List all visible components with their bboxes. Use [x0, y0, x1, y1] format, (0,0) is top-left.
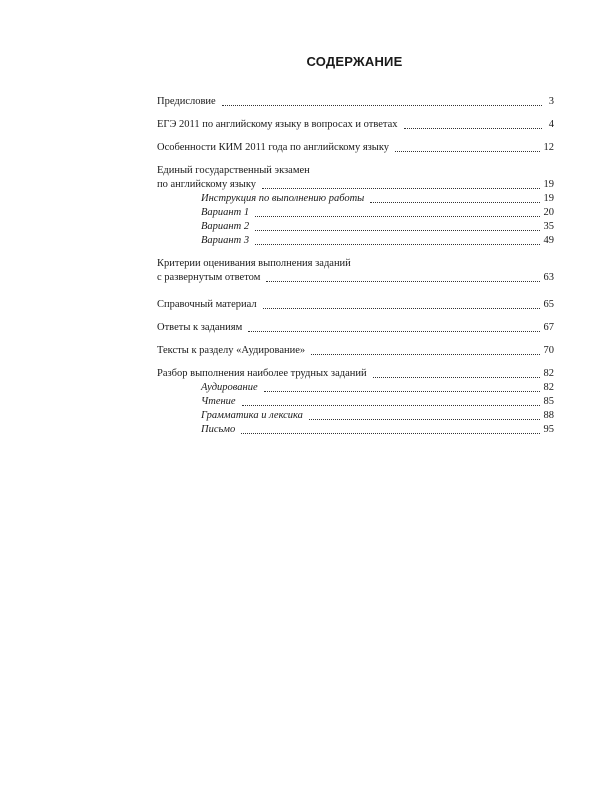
toc-label: Вариант 1: [201, 207, 250, 218]
toc-label: с развернутым ответом: [157, 272, 261, 283]
toc-label: Справочный материал: [157, 299, 257, 310]
toc-page-number: 95: [543, 424, 554, 435]
dot-leader: [264, 391, 540, 392]
toc-subitem: [157, 192, 554, 206]
toc-page-number: 85: [543, 396, 554, 407]
toc-page-number: 65: [543, 299, 554, 310]
toc-label: Письмо: [201, 424, 236, 435]
toc-page-number: 49: [543, 235, 554, 246]
table-of-contents: [157, 95, 554, 446]
toc-label: Особенности КИМ 2011 года по английскому языку: [157, 142, 390, 153]
toc-page-number: 3: [548, 96, 554, 107]
toc-entry-unified-exam: [157, 164, 554, 248]
toc-entry-answers: [157, 321, 554, 335]
toc-page-number: 82: [543, 382, 554, 393]
dot-leader: [266, 281, 539, 282]
toc-entry-reference: [157, 298, 554, 312]
toc-label: Ответы к заданиям: [157, 322, 243, 333]
dot-leader: [309, 419, 540, 420]
dot-leader: [241, 433, 539, 434]
toc-label: Разбор выполнения наиболее трудных заданий: [157, 368, 367, 379]
toc-page-number: 67: [543, 322, 554, 333]
dot-leader: [262, 188, 539, 189]
toc-subsection-list: [157, 381, 554, 437]
toc-page-number: 82: [543, 368, 554, 379]
toc-subitem: [157, 395, 554, 409]
toc-subitem: [157, 381, 554, 395]
toc-page-number: 88: [543, 410, 554, 421]
toc-label: по английскому языку: [157, 179, 257, 190]
dot-leader: [255, 216, 539, 217]
dot-leader: [263, 308, 540, 309]
toc-label: Вариант 2: [201, 221, 250, 232]
toc-page-number: 12: [543, 142, 554, 153]
toc-subitem: [157, 206, 554, 220]
dot-leader: [395, 151, 539, 152]
toc-entry-analysis: [157, 367, 554, 437]
toc-page-number: 70: [543, 345, 554, 356]
page-title: СОДЕРЖАНИЕ: [306, 54, 403, 69]
toc-subsection-list: [157, 192, 554, 248]
toc-page-number: 4: [548, 119, 554, 130]
toc-subitem: [157, 234, 554, 248]
toc-page-number: 63: [543, 272, 554, 283]
toc-entry-kim-features: [157, 141, 554, 155]
toc-entry-criteria: [157, 257, 554, 285]
toc-label: Критерии оценивания выполнения заданий: [157, 258, 351, 269]
toc-label: Тексты к разделу «Аудирование»: [157, 345, 306, 356]
toc-label: Предисловие: [157, 96, 216, 107]
toc-label: Единый государственный экзамен: [157, 165, 310, 176]
toc-label: Аудирование: [201, 382, 258, 393]
toc-entry-listening-texts: [157, 344, 554, 358]
dot-leader: [222, 105, 542, 106]
toc-entry-ege-qa: [157, 118, 554, 132]
dot-leader: [242, 405, 540, 406]
toc-subitem: [157, 423, 554, 437]
toc-label: Вариант 3: [201, 235, 250, 246]
dot-leader: [373, 377, 540, 378]
toc-page-number: 35: [543, 221, 554, 232]
dot-leader: [404, 128, 542, 129]
toc-entry-preface: [157, 95, 554, 109]
toc-subitem: [157, 409, 554, 423]
dot-leader: [311, 354, 539, 355]
toc-label: Чтение: [201, 396, 236, 407]
toc-label: ЕГЭ 2011 по английскому языку в вопросах и ответах: [157, 119, 398, 130]
toc-label: Грамматика и лексика: [201, 410, 303, 421]
dot-leader: [248, 331, 539, 332]
toc-page-number: 19: [543, 193, 554, 204]
toc-page-number: 19: [543, 179, 554, 190]
toc-label: Инструкция по выполнению работы: [201, 193, 365, 204]
dot-leader: [255, 244, 539, 245]
dot-leader: [255, 230, 539, 231]
toc-page-number: 20: [543, 207, 554, 218]
dot-leader: [370, 202, 539, 203]
toc-subitem: [157, 220, 554, 234]
